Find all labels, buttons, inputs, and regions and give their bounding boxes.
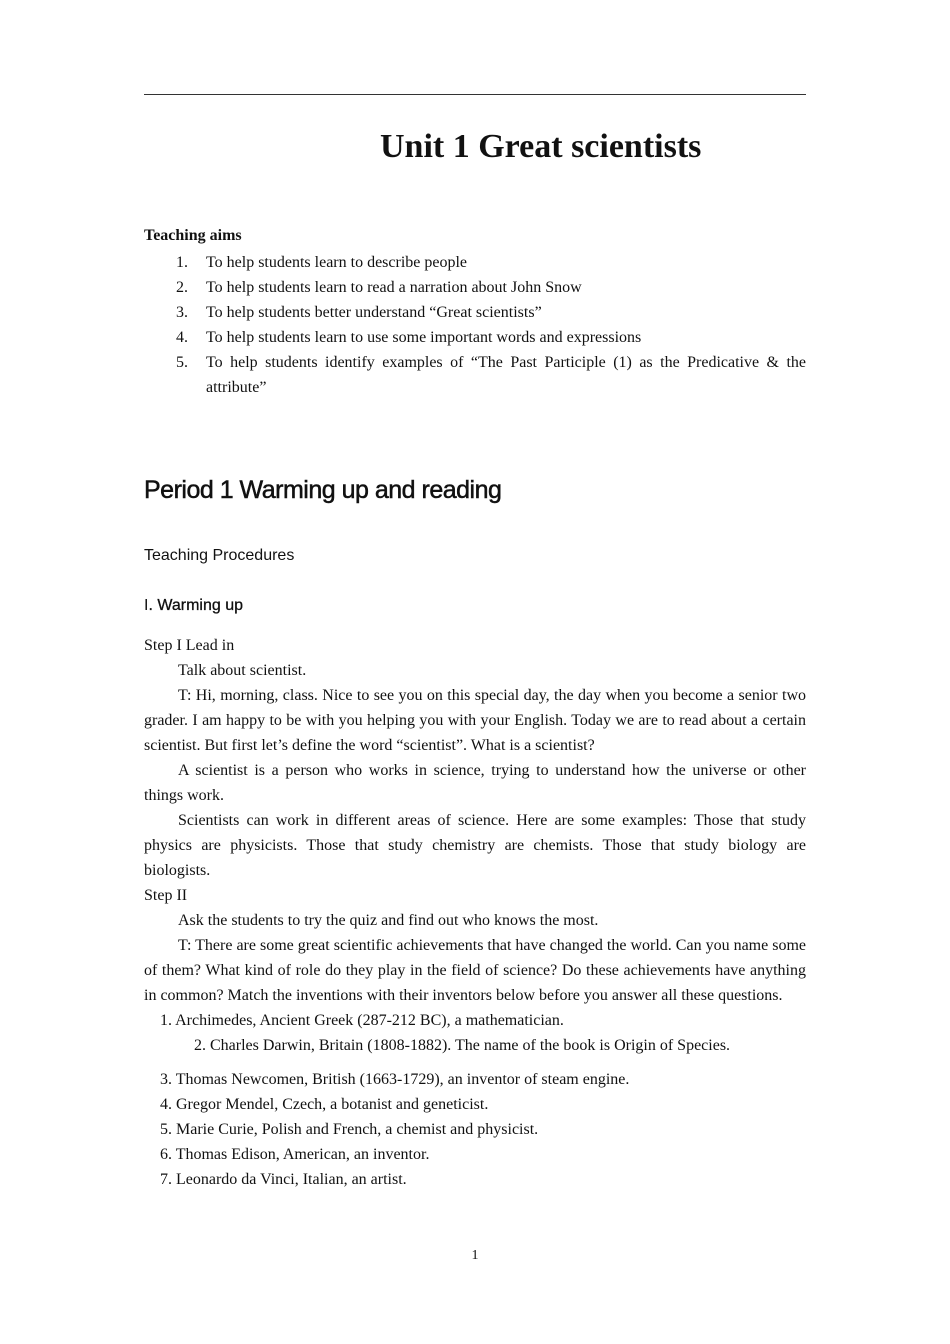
aim-number: 1.	[176, 254, 188, 271]
aim-text: To help students learn to describe people	[206, 254, 468, 271]
teaching-aim-item	[176, 300, 806, 325]
teaching-aims-list	[176, 250, 806, 400]
procedures-heading: Teaching Procedures	[144, 547, 295, 564]
scientist-item: 2. Charles Darwin, Britain (1808-1882). The name of the book is Origin of Species.	[194, 1037, 731, 1054]
step2-title: Step II	[144, 887, 188, 904]
scientist-item: 7. Leonardo da Vinci, Italian, an artist.	[160, 1171, 407, 1188]
teaching-aims-heading: Teaching aims	[144, 227, 242, 244]
scientist-item: 4. Gregor Mendel, Czech, a botanist and geneticist.	[160, 1096, 489, 1113]
step2-paragraph: T: There are some great scientific achievements that have changed the world. Can you name some of them? What kind of role do they play in the field of science? Do these achievements have anything in common? Match the inventions with their inventors below before you answer all these questions.	[144, 937, 806, 1004]
scientist-item: 3. Thomas Newcomen, British (1663-1729), an inventor of steam engine.	[160, 1071, 630, 1088]
step1-title: Step I Lead in	[144, 637, 235, 654]
step1-paragraph: T: Hi, morning, class. Nice to see you on this special day, the day when you become a senior two grader. I am happy to be with you helping you with your English. Today we are to read about a certain scientist. But first let’s define the word “scientist”. What is a scientist?	[144, 687, 806, 754]
teaching-aim-item	[176, 250, 806, 275]
aim-number: 2.	[176, 279, 188, 296]
page-number: 1	[471, 1248, 479, 1263]
spacer	[144, 1058, 806, 1067]
page-title: Unit 1 Great scientists	[380, 128, 702, 165]
period-heading: Period 1 Warming up and reading	[144, 476, 502, 504]
scientist-item: 6. Thomas Edison, American, an inventor.	[160, 1146, 430, 1163]
aim-number: 4.	[176, 329, 188, 346]
teaching-aim-item	[176, 350, 806, 400]
step1-paragraph: A scientist is a person who works in science, trying to understand how the universe or other things work.	[144, 762, 806, 804]
scientist-item: 5. Marie Curie, Polish and French, a chemist and physicist.	[160, 1121, 539, 1138]
teaching-aim-item	[176, 325, 806, 350]
step1-line: Talk about scientist.	[178, 662, 307, 679]
aim-text: To help students identify examples of “The Past Participle (1) as the Predicative & the attribute”	[206, 354, 806, 396]
aim-number: 5.	[176, 354, 188, 371]
step2-line: Ask the students to try the quiz and find out who knows the most.	[178, 912, 599, 929]
aim-number: 3.	[176, 304, 188, 321]
aim-text: To help students learn to read a narration about John Snow	[206, 279, 582, 296]
scientist-item: 1. Archimedes, Ancient Greek (287-212 BC), a mathematician.	[160, 1012, 564, 1029]
step1-paragraph: Scientists can work in different areas of science. Here are some examples: Those that study physics are physicists. Those that study chemistry are chemists. Those that study biology are biologists.	[144, 812, 806, 879]
roman-numeral: I	[144, 597, 149, 614]
aim-text: To help students better understand “Great scientists”	[206, 304, 542, 321]
lesson-body	[144, 633, 806, 1192]
warming-up-heading	[144, 597, 243, 615]
teaching-aim-item	[176, 275, 806, 300]
warming-up-label: . Warming up	[148, 597, 243, 614]
aim-text: To help students learn to use some important words and expressions	[206, 329, 642, 346]
header-rule	[144, 94, 806, 95]
